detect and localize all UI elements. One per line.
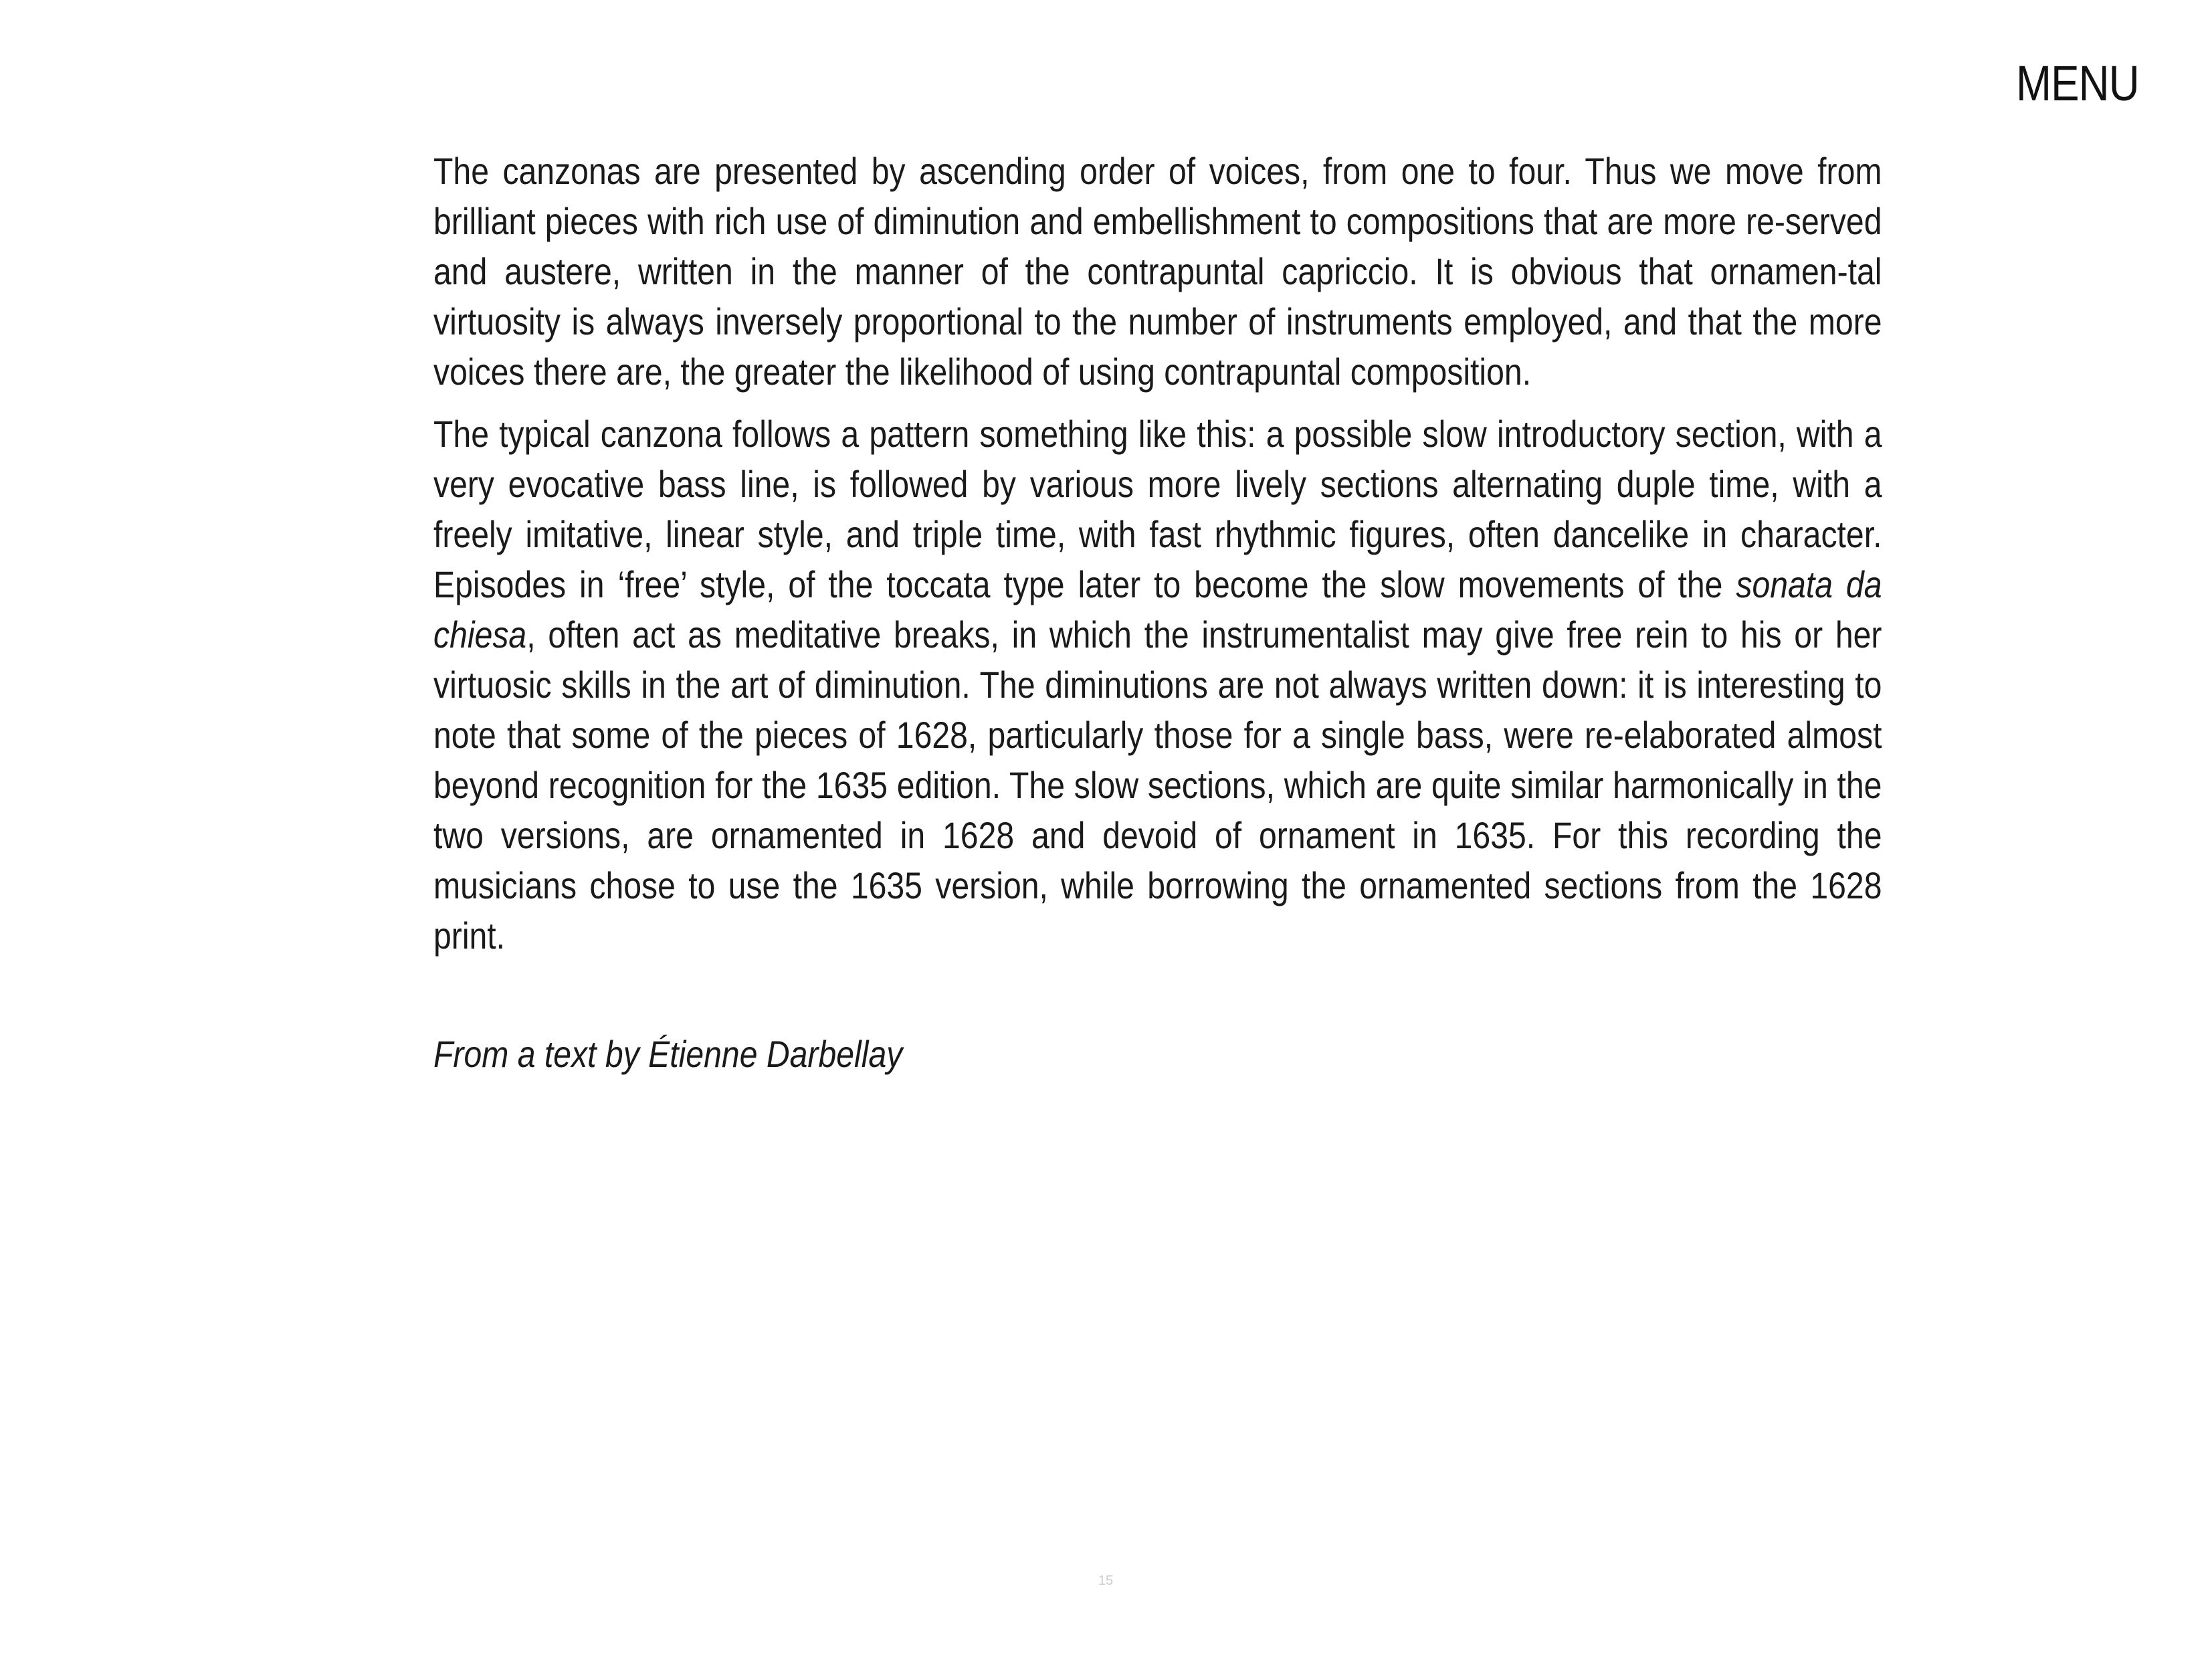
attribution: From a text by Étienne Darbellay: [433, 1033, 903, 1075]
menu-button[interactable]: MENU: [2016, 56, 2139, 111]
italic-term-sonata-da-chiesa: sonata da chiesa: [433, 563, 1882, 656]
article-body: [433, 146, 1882, 1079]
page-number: 15: [1098, 1573, 1114, 1588]
paragraph-1: The canzonas are presented by ascending order of voices, from one to four. Thus we move from brilliant pieces with rich use of diminution and embellishment to compositions that are more re-served and austere, written in the manner of the contrapuntal capriccio. It is obvious that ornamen-tal virtuosity is always inversely proportional to the number of instruments employed, and that the more voices there are, the greater the likelihood of using contrapuntal composition.: [433, 150, 1882, 393]
paragraph-2-text-start: The typical canzona follows a pattern something like this: a possible slow introductory section, with a very evocative bass line, is followed by various more lively sections alternating duple time, with a freely imitative, linear style, and triple time, with fast rhythmic figures, often dancelike in character. Episodes in ‘free’ style, of the toccata type later to become the slow movements of the: [433, 413, 1882, 605]
paragraph-2-text-end: , often act as meditative breaks, in which the instrumentalist may give free rein to his or her virtuosic skills in the art of diminution. The diminutions are not always written down: it is interesting to note that some of the pieces of 1628, particularly those for a single bass, were re-elaborated almost beyond recognition for the 1635 edition. The slow sections, which are quite similar harmonically in the two versions, are ornamented in 1628 and devoid of ornament in 1635. For this recording the musicians chose to use the 1635 version, while borrowing the ornamented sections from the 1628 print.: [433, 613, 1882, 957]
paragraph-2: [433, 409, 1882, 961]
